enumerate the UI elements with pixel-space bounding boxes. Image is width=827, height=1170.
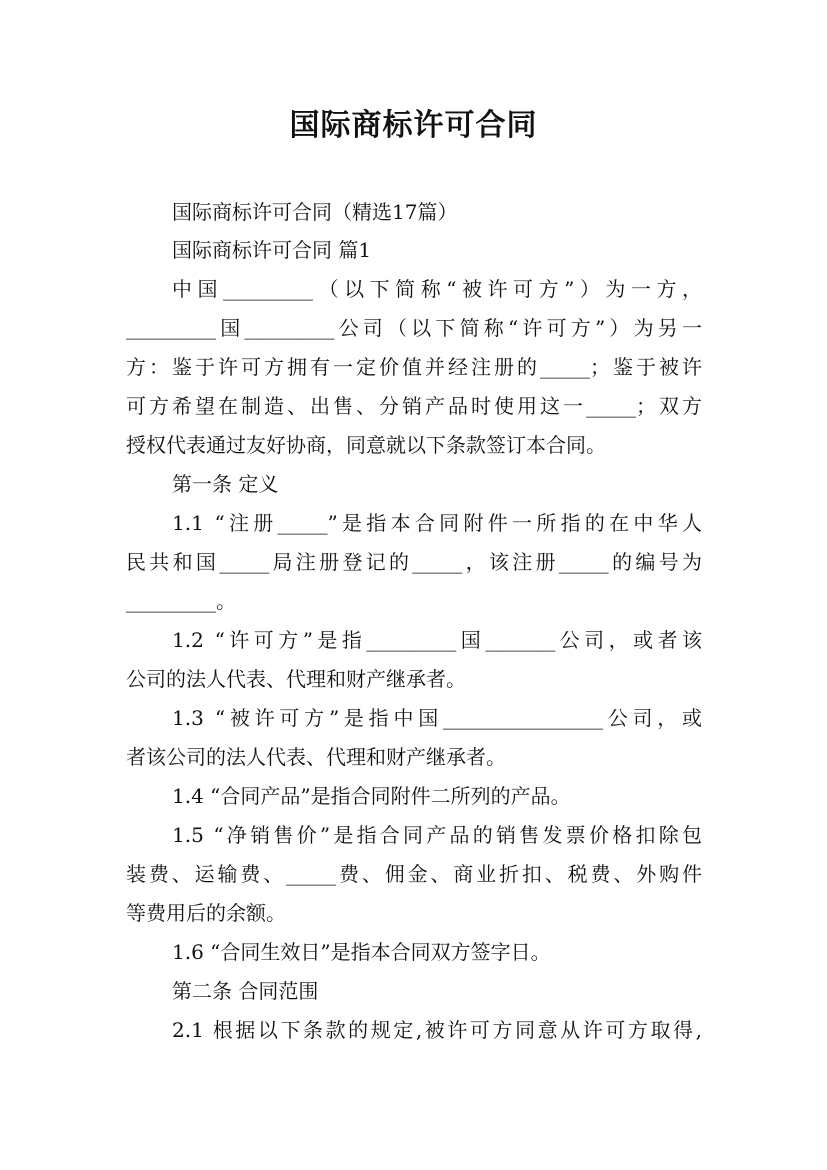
clause-line: 1.3 “被许可方”是指中国________________公司，或 <box>172 706 702 730</box>
clause-line: 1.4 “合同产品”是指合同附件二所列的产品。 <box>172 784 571 808</box>
clause-line: 1.5 “净销售价”是指合同产品的销售发票价格扣除包 <box>172 823 702 847</box>
paragraph-line: 授权代表通过友好协商，同意就以下条款签订本合同。 <box>126 433 606 457</box>
clause-line: 民共和国_____局注册登记的_____，该注册_____的编号为 <box>126 550 702 574</box>
document-title: 国际商标许可合同 <box>289 108 538 143</box>
paragraph-line: 中国_________（以下简称“被许可方”）为一方， <box>172 277 702 301</box>
clause-line: 者该公司的法人代表、代理和财产继承者。 <box>126 745 506 769</box>
clause-line: 装费、运输费、_____费、佣金、商业折扣、税费、外购件 <box>126 862 702 886</box>
paragraph-line: 方：鉴于许可方拥有一定价值并经注册的_____；鉴于被许 <box>126 355 702 379</box>
paragraph-line: 可方希望在制造、出售、分销产品时使用这一_____；双方 <box>126 394 702 418</box>
clause-line: 2.1 根据以下条款的规定,被许可方同意从许可方取得, <box>172 1018 702 1042</box>
clause-line: 1.1 “注册_____”是指本合同附件一所指的在中华人 <box>172 511 702 535</box>
clause-line: 公司的法人代表、代理和财产继承者。 <box>126 667 466 691</box>
article-heading: 第二条 合同范围 <box>172 979 319 1003</box>
article-heading: 第一条 定义 <box>172 472 279 496</box>
section-heading: 国际商标许可合同 篇1 <box>172 238 372 262</box>
clause-line: 等费用后的余额。 <box>126 901 286 925</box>
subtitle: 国际商标许可合同（精选17篇） <box>172 200 458 224</box>
clause-line: 1.6 “合同生效日”是指本合同双方签字日。 <box>172 940 551 964</box>
clause-line: _________。 <box>126 589 236 613</box>
clause-line: 1.2 “许可方”是指_________国_______公司，或者该 <box>172 628 702 652</box>
paragraph-line: _________国_________公司（以下简称“许可方”）为另一 <box>126 316 702 340</box>
